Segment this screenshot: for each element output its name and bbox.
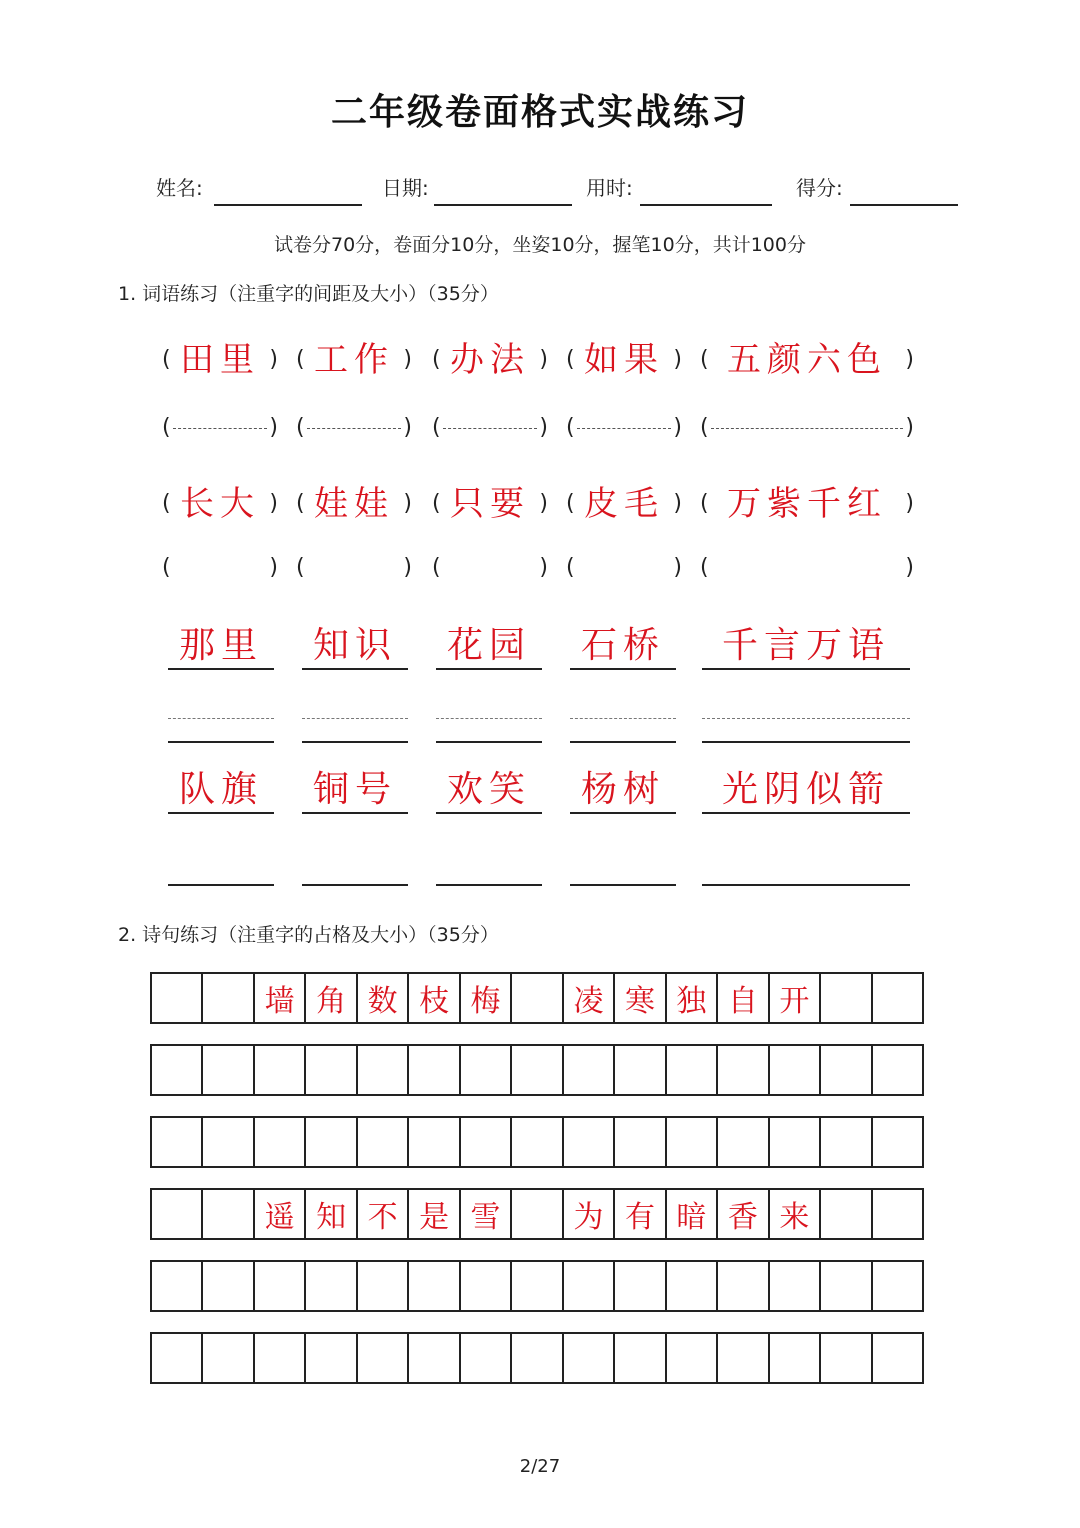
paren-blank[interactable]: ( ): [566, 415, 682, 440]
grid-cell[interactable]: [304, 1118, 355, 1166]
name-field[interactable]: [214, 204, 362, 206]
underline-word: 队旗: [178, 769, 263, 810]
grid-cell[interactable]: [201, 974, 252, 1022]
grid-cell[interactable]: 凌: [562, 974, 613, 1022]
word-text: 只要: [450, 484, 530, 524]
paren-word: ( 田里 ): [162, 340, 278, 380]
paren-blank[interactable]: ( ): [566, 555, 682, 580]
grid-cell[interactable]: [459, 1334, 510, 1382]
grid-cell[interactable]: [562, 1262, 613, 1310]
grid-cell[interactable]: [665, 1046, 716, 1094]
grid-cell[interactable]: [304, 1262, 355, 1310]
grid-cell[interactable]: [356, 1046, 407, 1094]
grid-cell[interactable]: [768, 1262, 819, 1310]
grid-row: [150, 1044, 924, 1096]
grid-cell[interactable]: [819, 1046, 870, 1094]
grid-cell[interactable]: [253, 1262, 304, 1310]
grid-cell[interactable]: 是: [407, 1190, 458, 1238]
date-field[interactable]: [434, 204, 572, 206]
grid-cell[interactable]: [304, 1334, 355, 1382]
grid-cell[interactable]: [871, 974, 922, 1022]
grid-row: [150, 1188, 924, 1240]
grid-cell[interactable]: [201, 1190, 252, 1238]
grid-cell[interactable]: [152, 1046, 201, 1094]
writing-line[interactable]: [436, 884, 542, 886]
underline-word: 那里: [178, 625, 263, 666]
underline-word: 千言万语: [721, 625, 890, 666]
word-text: 办法: [450, 340, 530, 380]
score-note: 试卷分70分，卷面分10分，坐姿10分，握笔10分，共计100分: [274, 234, 806, 256]
grid-cell[interactable]: [613, 1262, 664, 1310]
grid-cell[interactable]: [253, 1118, 304, 1166]
writing-line[interactable]: [702, 741, 910, 743]
grid-cell[interactable]: 雪: [459, 1190, 510, 1238]
paren-blank[interactable]: ( ): [296, 415, 412, 440]
word-text: 皮毛: [584, 484, 664, 524]
guide-line: [168, 718, 274, 719]
grid-cell[interactable]: [356, 1118, 407, 1166]
word-text: 工作: [314, 340, 394, 380]
grid-cell[interactable]: 自: [716, 974, 767, 1022]
grid-cell[interactable]: [407, 1046, 458, 1094]
grid-cell[interactable]: [201, 1262, 252, 1310]
grid-row: [150, 1332, 924, 1384]
grid-cell[interactable]: [665, 1262, 716, 1310]
underline: [436, 812, 542, 814]
grid-cell[interactable]: 不: [356, 1190, 407, 1238]
grid-cell[interactable]: [819, 1118, 870, 1166]
word-text: 娃娃: [314, 484, 394, 524]
grid-cell[interactable]: [304, 1046, 355, 1094]
grid-cell[interactable]: [459, 1118, 510, 1166]
grid-row: [150, 1116, 924, 1168]
guide-line: [570, 718, 676, 719]
grid-cell[interactable]: 遥: [253, 1190, 304, 1238]
grid-cell[interactable]: [871, 1118, 922, 1166]
grid-cell[interactable]: [356, 1262, 407, 1310]
underline-word: 石桥: [580, 625, 665, 666]
paren-blank[interactable]: ( ): [162, 555, 278, 580]
grid-cell[interactable]: [510, 1262, 561, 1310]
grid-cell[interactable]: [665, 1118, 716, 1166]
grid-cell[interactable]: [152, 1262, 201, 1310]
grid-cell[interactable]: 枝: [407, 974, 458, 1022]
writing-line[interactable]: [302, 741, 408, 743]
underline-word: 铜号: [312, 769, 397, 810]
word-text: 五颜六色: [727, 340, 887, 380]
paren-blank[interactable]: ( ): [432, 555, 548, 580]
grid-cell[interactable]: [613, 1118, 664, 1166]
grid-cell[interactable]: [613, 1046, 664, 1094]
grid-cell[interactable]: 梅: [459, 974, 510, 1022]
grid-cell[interactable]: [819, 1334, 870, 1382]
grid-cell[interactable]: [201, 1334, 252, 1382]
grid-cell[interactable]: 墙: [253, 974, 304, 1022]
grid-cell[interactable]: 香: [716, 1190, 767, 1238]
paren-blank[interactable]: ( ): [162, 415, 278, 440]
guide-line: [702, 718, 910, 719]
writing-line[interactable]: [570, 884, 676, 886]
underline: [436, 668, 542, 670]
underline: [702, 812, 910, 814]
guide-line: [302, 718, 408, 719]
grid-cell[interactable]: [871, 1334, 922, 1382]
paren-word: ( 皮毛 ): [566, 484, 682, 524]
grid-cell[interactable]: 角: [304, 974, 355, 1022]
guide-line: [436, 718, 542, 719]
word-text: 田里: [180, 340, 260, 380]
underline: [302, 812, 408, 814]
grid-cell[interactable]: 寒: [613, 974, 664, 1022]
grid-cell[interactable]: [562, 1118, 613, 1166]
grid-cell[interactable]: [510, 1118, 561, 1166]
word-text: 长大: [180, 484, 260, 524]
page-number: 2/27: [519, 1456, 561, 1477]
underline: [302, 668, 408, 670]
underline: [702, 668, 910, 670]
page-title: 二年级卷面格式实战练习: [330, 92, 749, 133]
grid-row: [150, 972, 924, 1024]
grid-cell[interactable]: [356, 1334, 407, 1382]
date-label: 日期:: [382, 176, 429, 200]
name-label: 姓名:: [156, 176, 203, 200]
writing-line[interactable]: [302, 884, 408, 886]
grid-cell[interactable]: [253, 1046, 304, 1094]
grid-cell[interactable]: [407, 1262, 458, 1310]
grid-cell[interactable]: [201, 1118, 252, 1166]
paren-word: ( 长大 ): [162, 484, 278, 524]
time-field[interactable]: [640, 204, 772, 206]
grid-cell[interactable]: [510, 1190, 561, 1238]
underline-word: 光阴似箭: [721, 769, 890, 810]
grid-cell[interactable]: [716, 1262, 767, 1310]
grid-cell[interactable]: 暗: [665, 1190, 716, 1238]
paren-word: ( 如果 ): [566, 340, 682, 380]
grid-cell[interactable]: [768, 1334, 819, 1382]
grid-cell[interactable]: [716, 1046, 767, 1094]
grid-row: [150, 1260, 924, 1312]
paren-word: ( 娃娃 ): [296, 484, 412, 524]
grid-cell[interactable]: [562, 1334, 613, 1382]
grid-cell[interactable]: [716, 1334, 767, 1382]
grid-cell[interactable]: [613, 1334, 664, 1382]
grid-cell[interactable]: [819, 1262, 870, 1310]
grid-cell[interactable]: 来: [768, 1190, 819, 1238]
paren-blank[interactable]: ( ): [700, 415, 914, 440]
grid-cell[interactable]: [407, 1118, 458, 1166]
grid-cell[interactable]: 独: [665, 974, 716, 1022]
grid-cell[interactable]: 为: [562, 1190, 613, 1238]
grid-cell[interactable]: [665, 1334, 716, 1382]
grid-cell[interactable]: [510, 1334, 561, 1382]
paren-blank[interactable]: ( ): [700, 555, 914, 580]
underline: [168, 812, 274, 814]
grid-cell[interactable]: [871, 1190, 922, 1238]
underline: [570, 668, 676, 670]
section2-title: 2. 诗句练习（注重字的占格及大小）（35分）: [118, 924, 499, 946]
grid-cell[interactable]: [768, 1046, 819, 1094]
writing-line[interactable]: [168, 741, 274, 743]
grid-cell[interactable]: [562, 1046, 613, 1094]
paren-word: ( 只要 ): [432, 484, 548, 524]
paren-word: ( 五颜六色 ): [700, 340, 914, 380]
grid-cell[interactable]: [152, 1334, 201, 1382]
time-label: 用时:: [586, 176, 633, 200]
grid-cell[interactable]: [201, 1046, 252, 1094]
paren-word: ( 办法 ): [432, 340, 548, 380]
underline: [570, 812, 676, 814]
grid-cell[interactable]: [716, 1118, 767, 1166]
score-label: 得分:: [796, 176, 843, 200]
writing-line[interactable]: [570, 741, 676, 743]
paren-word: ( 万紫千红 ): [700, 484, 914, 524]
word-text: 万紫千红: [727, 484, 887, 524]
grid-cell[interactable]: 开: [768, 974, 819, 1022]
grid-cell[interactable]: [152, 1190, 201, 1238]
paren-blank[interactable]: ( ): [296, 555, 412, 580]
writing-line[interactable]: [702, 884, 910, 886]
underline: [168, 668, 274, 670]
grid-cell[interactable]: [152, 974, 201, 1022]
word-text: 如果: [584, 340, 664, 380]
underline-word: 知识: [312, 625, 397, 666]
grid-cell[interactable]: [407, 1334, 458, 1382]
grid-cell[interactable]: 有: [613, 1190, 664, 1238]
grid-cell[interactable]: [459, 1262, 510, 1310]
grid-cell[interactable]: [768, 1118, 819, 1166]
grid-cell[interactable]: [819, 1190, 870, 1238]
grid-cell[interactable]: [459, 1046, 510, 1094]
grid-cell[interactable]: 数: [356, 974, 407, 1022]
grid-cell[interactable]: [871, 1046, 922, 1094]
grid-cell[interactable]: [253, 1334, 304, 1382]
grid-cell[interactable]: [871, 1262, 922, 1310]
grid-cell[interactable]: 知: [304, 1190, 355, 1238]
underline-word: 欢笑: [446, 769, 531, 810]
score-field[interactable]: [850, 204, 958, 206]
grid-cell[interactable]: [510, 1046, 561, 1094]
paren-blank[interactable]: ( ): [432, 415, 548, 440]
grid-cell[interactable]: [510, 974, 561, 1022]
underline-word: 花园: [446, 625, 531, 666]
section1-title: 1. 词语练习（注重字的间距及大小）（35分）: [118, 283, 499, 305]
writing-line[interactable]: [168, 884, 274, 886]
grid-cell[interactable]: [819, 974, 870, 1022]
underline-word: 杨树: [580, 769, 665, 810]
writing-line[interactable]: [436, 741, 542, 743]
paren-word: ( 工作 ): [296, 340, 412, 380]
grid-cell[interactable]: [152, 1118, 201, 1166]
